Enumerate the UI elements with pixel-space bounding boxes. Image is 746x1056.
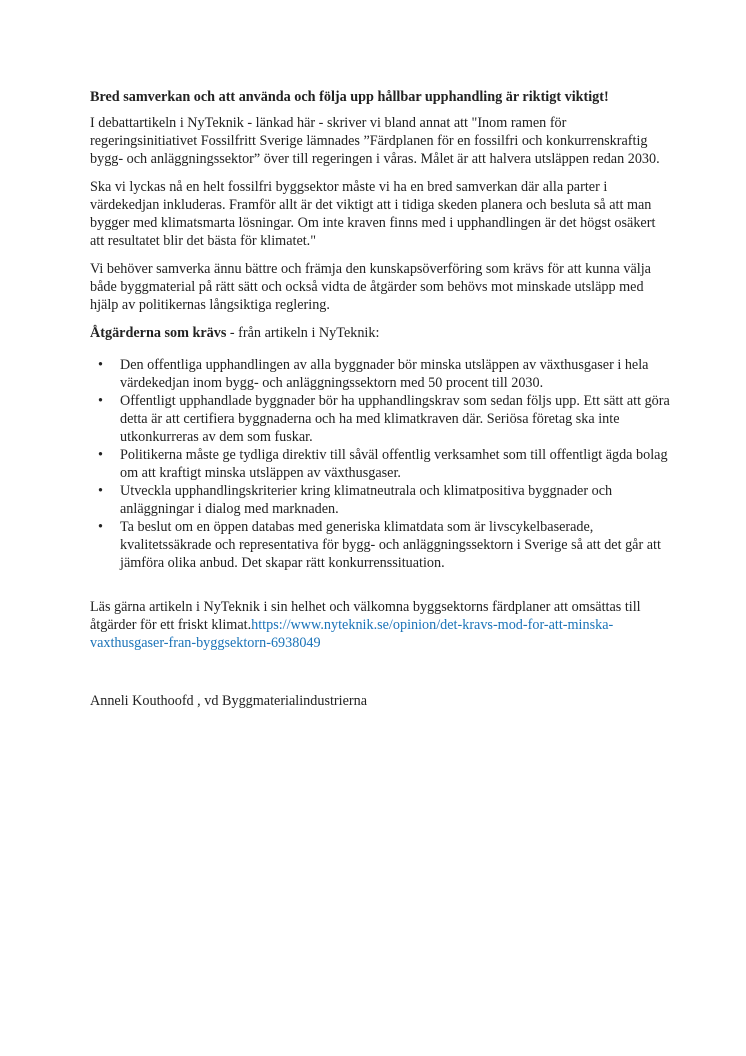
closing-paragraph [90, 598, 670, 652]
list-item [98, 446, 670, 482]
list-item [98, 518, 670, 572]
bullet-icon: • [98, 483, 103, 499]
measures-list [90, 356, 670, 572]
list-item [98, 392, 670, 446]
signature: Anneli Kouthoofd , vd Byggmaterialindustrierna [90, 693, 367, 709]
document-page [90, 88, 670, 720]
paragraph-collaboration: Ska vi lyckas nå en helt fossilfri byggsektor måste vi ha en bred samverkan där alla parter i värdekedjan inkluderas. Framför allt är det viktigt att i tidiga skeden planera och besluta så att man bygger med klimatsmarta lösningar. Om inte kraven finns med i upphandlingen är det högst osäkert att resultatet blir det bästa för klimatet." [90, 179, 656, 249]
measures-heading-rest: - från artikeln i NyTeknik: [226, 325, 380, 341]
list-item-text: Politikerna måste ge tydliga direktiv till såväl offentlig verksamhet som till offentligt ägda bolag om att kraftigt minska utsläppen av växthusgaser. [120, 447, 668, 481]
article-link[interactable]: https://www.nyteknik.se/opinion/det-kravs-mod-for-att-minska-vaxthusgaser-fran-byggsektorn-6938049 [90, 617, 614, 651]
list-item [98, 356, 670, 392]
paragraph-knowledge: Vi behöver samverka ännu bättre och främja den kunskapsöverföring som krävs för att kunna välja både byggmaterial på rätt sätt och också vidta de åtgärder som behövs mot minskade utsläpp med hjälp av politikernas långsiktiga reglering. [90, 261, 651, 313]
paragraph-intro: I debattartikeln i NyTeknik - länkad här - skriver vi bland annat att "Inom ramen för regeringsinitiativet Fossilfritt Sverige lämnades ”Färdplanen för en fossilfri och konkurrenskraftig bygg- och anläggningssektor” över till regeringen i våras. Målet är att halvera utsläppen redan 2030. [90, 115, 660, 167]
list-item-text: Utveckla upphandlingskriterier kring klimatneutrala och klimatpositiva byggnader och anläggningar i dialog med marknaden. [120, 483, 613, 517]
bullet-icon: • [98, 447, 103, 463]
document-title: Bred samverkan och att använda och följa upp hållbar upphandling är riktigt viktigt! [90, 89, 609, 105]
closing-text: Läs gärna artikeln i NyTeknik i sin helhet och välkomna byggsektorns färdplaner att omsättas till åtgärder för ett friskt klimat. [90, 599, 641, 633]
list-item-text: Ta beslut om en öppen databas med generiska klimatdata som är livscykelbaserade, kvalitetssäkrade och representativa för bygg- och anläggningssektorn i Sverige så att det går att jämföra olika anbud. Det skapar rätt konkurrenssituation. [120, 519, 661, 571]
bullet-icon: • [98, 393, 103, 409]
bullet-icon: • [98, 357, 103, 373]
list-item [98, 482, 670, 518]
list-item-text: Den offentliga upphandlingen av alla byggnader bör minska utsläppen av växthusgaser i hela värdekedjan inom bygg- och anläggningssektorn med 50 procent till 2030. [120, 357, 649, 391]
list-item-text: Offentligt upphandlade byggnader bör ha upphandlingskrav som sedan följs upp. Ett sätt att göra detta är att certifiera byggnaderna och ha med klimatkraven där. Seriösa företag ska inte utkonkurreras av dem som fuskar. [120, 393, 670, 445]
measures-heading [90, 324, 670, 342]
bullet-icon: • [98, 519, 103, 535]
measures-heading-bold: Åtgärderna som krävs [90, 325, 227, 341]
